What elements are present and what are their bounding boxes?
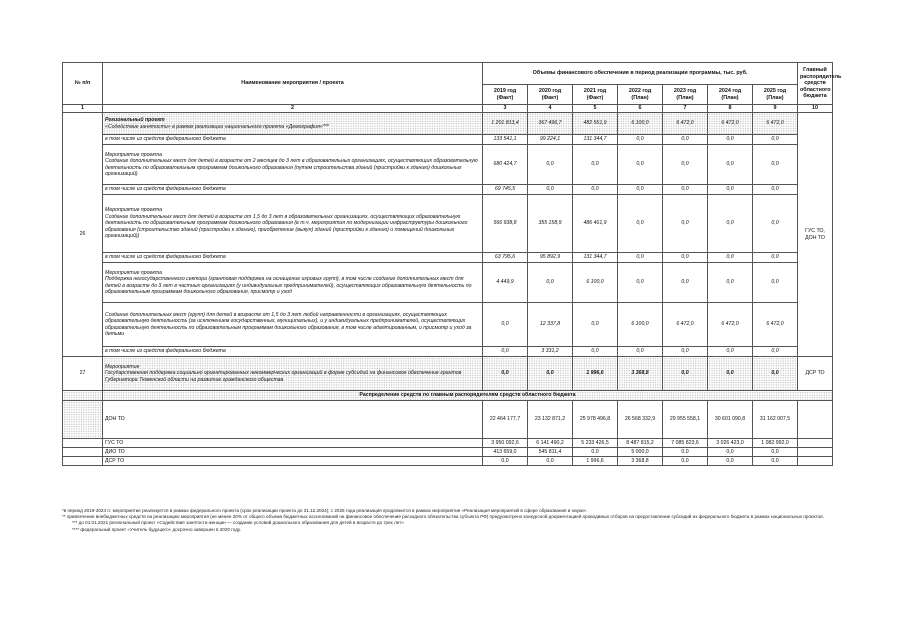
value-cell: 5 233 426,5 bbox=[573, 439, 618, 448]
value-cell: 0,0 bbox=[663, 347, 708, 357]
value-cell: 133 541,1 bbox=[483, 135, 528, 145]
table-row bbox=[63, 357, 833, 391]
value-cell: 0,0 bbox=[618, 145, 663, 185]
footnote: ** привлечение внебюджетных средств на реализацию мероприятия (не менее 20% от общего объема бюджетных ассигнований на финансовое обеспечение расходного обязательства субъекта РФ) предусмотрено конкурсной документацией проводимых отборов на предоставление субсидий из федерального бюджета в рамках национальных проектов. bbox=[62, 514, 824, 520]
value-cell: 5 000,0 bbox=[618, 448, 663, 457]
row-label: Мероприятие проекта Создание дополнительных мест для детей в возрасте от 2 месяцев до 3 лет в образовательных организациях, осуществляющих образовательную деятельность по образовательным программам дошкольного образования (путем строительства зданий (пристройки к зданию) дошкольных организаций) bbox=[103, 145, 483, 185]
col-number: 5 bbox=[573, 105, 618, 113]
value-cell: 1 201 813,4 bbox=[483, 113, 528, 135]
value-cell: 1 082 992,0 bbox=[753, 439, 798, 448]
value-cell: 486 461,9 bbox=[573, 195, 618, 253]
value-cell: 6 472,0 bbox=[708, 113, 753, 135]
row-label: Мероприятие проекта Поддержка негосударственного сектора (грантовая поддержка на оснащение игровых групп), в том числе создание дополнительных мест для детей в возрасте до 3 лет в частных организациях (у индивидуальных предпринимателей), осуществляющих образовательную деятельность по образовательным программам дошкольного образования, присмотр и уход bbox=[103, 263, 483, 303]
row-label: в том числе из средств федерального бюджета bbox=[103, 135, 483, 145]
table-row bbox=[63, 135, 833, 145]
row-label: Мероприятие проекта Создание дополнительных мест для детей в возрасте от 1,5 до 3 лет в образовательных организациях, осуществляющих образовательную деятельность по образовательным программам дошкольного образования (в т.ч. мероприятия по модернизации инфраструктуры дошкольного образования (строительство зданий (пристройки к зданию), приобретение (выкуп) зданий (пристройки к зданию) и помещений дошкольных организаций)) bbox=[103, 195, 483, 253]
value-cell: 0,0 bbox=[753, 135, 798, 145]
row-label: Мероприятие Государственная поддержка социально ориентированных некоммерческих организаций в форме субсидий на финансовое обеспечение грантов Губернатора Тюменской области на развитие гражданского общества bbox=[103, 357, 483, 391]
row-label: в том числе из средств федерального бюджета bbox=[103, 253, 483, 263]
value-cell: 99 224,1 bbox=[528, 135, 573, 145]
row-number: 26 bbox=[63, 113, 103, 357]
empty-cell bbox=[63, 457, 103, 466]
value-cell: 6 472,0 bbox=[663, 113, 708, 135]
value-cell: 30 601 090,8 bbox=[708, 401, 753, 439]
value-cell: 0,0 bbox=[663, 263, 708, 303]
value-cell: 0,0 bbox=[708, 185, 753, 195]
value-cell: 3 368,8 bbox=[618, 357, 663, 391]
value-cell: 0,0 bbox=[528, 263, 573, 303]
col-number: 10 bbox=[798, 105, 833, 113]
table-row bbox=[63, 195, 833, 253]
value-cell: 0,0 bbox=[618, 135, 663, 145]
value-cell: 6 472,0 bbox=[663, 303, 708, 347]
value-cell: 0,0 bbox=[618, 253, 663, 263]
value-cell: 131 344,7 bbox=[573, 253, 618, 263]
table-row bbox=[63, 263, 833, 303]
value-cell: 23 132 871,2 bbox=[528, 401, 573, 439]
value-cell: 3 026 423,0 bbox=[708, 439, 753, 448]
value-cell: 6 141 490,2 bbox=[528, 439, 573, 448]
col-number: 4 bbox=[528, 105, 573, 113]
value-cell: 6 100,0 bbox=[618, 303, 663, 347]
value-cell: 0,0 bbox=[618, 263, 663, 303]
empty-cell bbox=[63, 448, 103, 457]
distributor-name: ДИО ТО bbox=[103, 448, 483, 457]
value-cell: 0,0 bbox=[528, 357, 573, 391]
header-year-2025: 2025 год (План) bbox=[753, 85, 798, 105]
value-cell: 0,0 bbox=[708, 145, 753, 185]
header-year-2019: 2019 год (Факт) bbox=[483, 85, 528, 105]
empty-cell bbox=[798, 448, 833, 457]
value-cell: 0,0 bbox=[753, 357, 798, 391]
value-cell: 26 568 332,9 bbox=[618, 401, 663, 439]
value-cell: 4 449,9 bbox=[483, 263, 528, 303]
value-cell: 0,0 bbox=[663, 448, 708, 457]
distributor-name: ДСР ТО bbox=[103, 457, 483, 466]
col-number: 6 bbox=[618, 105, 663, 113]
value-cell: 0,0 bbox=[573, 185, 618, 195]
value-cell: 3 331,2 bbox=[528, 347, 573, 357]
value-cell: 3 950 092,6 bbox=[483, 439, 528, 448]
value-cell: 0,0 bbox=[663, 253, 708, 263]
header-year-2024: 2024 год (План) bbox=[708, 85, 753, 105]
value-cell: 25 978 496,8 bbox=[573, 401, 618, 439]
table-row bbox=[63, 391, 833, 401]
funding-table-page bbox=[62, 62, 842, 466]
value-cell: 680 424,7 bbox=[483, 145, 528, 185]
row-label: в том числе из средств федерального бюджета bbox=[103, 185, 483, 195]
value-cell: 6 100,0 bbox=[618, 113, 663, 135]
value-cell: 0,0 bbox=[753, 347, 798, 357]
header-name: Наименование мероприятия / проекта bbox=[103, 63, 483, 105]
empty-cell bbox=[798, 401, 833, 439]
value-cell: 0,0 bbox=[708, 347, 753, 357]
value-cell: 0,0 bbox=[483, 457, 528, 466]
footnote: *** до 01.01.2021 региональный проект «Содействие занятости женщин — создание условий дошкольного образования для детей в возрасте до трех лет» bbox=[72, 520, 404, 526]
value-cell: 22 464 177,7 bbox=[483, 401, 528, 439]
empty-cell bbox=[63, 391, 103, 401]
manager-cell: ГУС ТО, ДОН ТО bbox=[798, 113, 833, 357]
value-cell: 0,0 bbox=[663, 135, 708, 145]
value-cell: 6 472,0 bbox=[708, 303, 753, 347]
value-cell: 0,0 bbox=[708, 263, 753, 303]
header-year-2023: 2023 год (План) bbox=[663, 85, 708, 105]
value-cell: 0,0 bbox=[663, 185, 708, 195]
table-row bbox=[63, 113, 833, 135]
table-row bbox=[63, 347, 833, 357]
value-cell: 8 487 815,2 bbox=[618, 439, 663, 448]
value-cell: 0,0 bbox=[753, 448, 798, 457]
value-cell: 69 745,5 bbox=[483, 185, 528, 195]
value-cell: 3 368,8 bbox=[618, 457, 663, 466]
footnote: **** федеральный проект «Учитель будущего» досрочно завершен в 2020 году. bbox=[72, 526, 242, 532]
header-year-2021: 2021 год (Факт) bbox=[573, 85, 618, 105]
value-cell: 0,0 bbox=[753, 253, 798, 263]
value-cell: 0,0 bbox=[753, 195, 798, 253]
header-year-2020: 2020 год (Факт) bbox=[528, 85, 573, 105]
value-cell: 1 996,6 bbox=[573, 357, 618, 391]
table-row bbox=[63, 253, 833, 263]
empty-cell bbox=[798, 457, 833, 466]
col-number: 2 bbox=[103, 105, 483, 113]
value-cell: 63 795,6 bbox=[483, 253, 528, 263]
value-cell: 355 158,9 bbox=[528, 195, 573, 253]
empty-cell bbox=[798, 439, 833, 448]
value-cell: 31 162 007,5 bbox=[753, 401, 798, 439]
value-cell: 0,0 bbox=[708, 357, 753, 391]
value-cell: 0,0 bbox=[708, 195, 753, 253]
value-cell: 29 955 558,1 bbox=[663, 401, 708, 439]
value-cell: 0,0 bbox=[753, 263, 798, 303]
funding-table bbox=[62, 62, 842, 466]
value-cell: 482 561,9 bbox=[573, 113, 618, 135]
value-cell: 0,0 bbox=[483, 357, 528, 391]
table-row bbox=[63, 457, 833, 466]
value-cell: 7 085 823,6 bbox=[663, 439, 708, 448]
header-manager: Главный распорядитель средств областного бюджета bbox=[798, 63, 833, 105]
value-cell: 0,0 bbox=[618, 195, 663, 253]
value-cell: 0,0 bbox=[663, 357, 708, 391]
col-number: 3 bbox=[483, 105, 528, 113]
value-cell: 0,0 bbox=[663, 457, 708, 466]
table-row bbox=[63, 439, 833, 448]
empty-cell bbox=[63, 439, 103, 448]
row-number: 27 bbox=[63, 357, 103, 391]
value-cell: 12 337,8 bbox=[528, 303, 573, 347]
distribution-title: Распределение средств по главным распорядителям средств областного бюджета bbox=[103, 391, 833, 401]
empty-cell bbox=[63, 401, 103, 439]
value-cell: 0,0 bbox=[753, 145, 798, 185]
project-name: Региональный проект «Содействие занятости» в рамках реализации национального проекта «Демография»*** bbox=[103, 113, 483, 135]
row-label: Создание дополнительных мест (групп) для детей в возрасте от 1,5 до 3 лет любой направленности в организациях, осуществляющих образовательную деятельность (за исключением государственных, муниципальных), и у индивидуальных предпринимателей, осуществляющих образовательную деятельность по образовательным программам дошкольного образования, в том числе адаптированным, и присмотр и уход за детьми bbox=[103, 303, 483, 347]
value-cell: 0,0 bbox=[618, 185, 663, 195]
header-year-2022: 2022 год (План) bbox=[618, 85, 663, 105]
value-cell: 131 344,7 bbox=[573, 135, 618, 145]
value-cell: 566 938,8 bbox=[483, 195, 528, 253]
value-cell: 0,0 bbox=[573, 448, 618, 457]
table-row bbox=[63, 448, 833, 457]
manager-cell: ДСР ТО bbox=[798, 357, 833, 391]
value-cell: 545 811,4 bbox=[528, 448, 573, 457]
value-cell: 0,0 bbox=[708, 253, 753, 263]
value-cell: 0,0 bbox=[573, 145, 618, 185]
value-cell: 0,0 bbox=[753, 457, 798, 466]
value-cell: 413 659,0 bbox=[483, 448, 528, 457]
value-cell: 1 996,6 bbox=[573, 457, 618, 466]
value-cell: 0,0 bbox=[528, 185, 573, 195]
table-row bbox=[63, 145, 833, 185]
value-cell: 367 496,7 bbox=[528, 113, 573, 135]
value-cell: 0,0 bbox=[753, 185, 798, 195]
col-number: 9 bbox=[753, 105, 798, 113]
value-cell: 6 100,0 bbox=[573, 263, 618, 303]
value-cell: 0,0 bbox=[708, 135, 753, 145]
value-cell: 0,0 bbox=[483, 347, 528, 357]
distributor-name: ГУС ТО bbox=[103, 439, 483, 448]
value-cell: 0,0 bbox=[483, 303, 528, 347]
header-num: № п/п bbox=[63, 63, 103, 105]
value-cell: 0,0 bbox=[663, 195, 708, 253]
row-label: в том числе из средств федерального бюджета bbox=[103, 347, 483, 357]
col-number: 1 bbox=[63, 105, 103, 113]
value-cell: 95 892,9 bbox=[528, 253, 573, 263]
value-cell: 6 472,0 bbox=[753, 113, 798, 135]
value-cell: 0,0 bbox=[708, 457, 753, 466]
footnote: *в период 2019-2024 гг. мероприятие реализуется в рамках федерального проекта (срок реализации проекта до 31.12.2024); с 2025 года реализация продолжится в рамках мероприятия «Реализация мероприятий в сфере образования и науки». bbox=[62, 508, 588, 513]
table-row bbox=[63, 303, 833, 347]
value-cell: 0,0 bbox=[618, 347, 663, 357]
distributor-name: ДОН ТО bbox=[103, 401, 483, 439]
col-number: 7 bbox=[663, 105, 708, 113]
value-cell: 0,0 bbox=[663, 145, 708, 185]
header-funding: Объемы финансового обеспечения в период реализации программы, тыс. руб. bbox=[483, 63, 798, 85]
value-cell: 0,0 bbox=[528, 145, 573, 185]
value-cell: 0,0 bbox=[573, 347, 618, 357]
value-cell: 0,0 bbox=[573, 303, 618, 347]
value-cell: 0,0 bbox=[528, 457, 573, 466]
table-row bbox=[63, 185, 833, 195]
table-row bbox=[63, 401, 833, 439]
value-cell: 0,0 bbox=[708, 448, 753, 457]
footnotes bbox=[62, 508, 852, 533]
value-cell: 6 472,0 bbox=[753, 303, 798, 347]
col-number: 8 bbox=[708, 105, 753, 113]
